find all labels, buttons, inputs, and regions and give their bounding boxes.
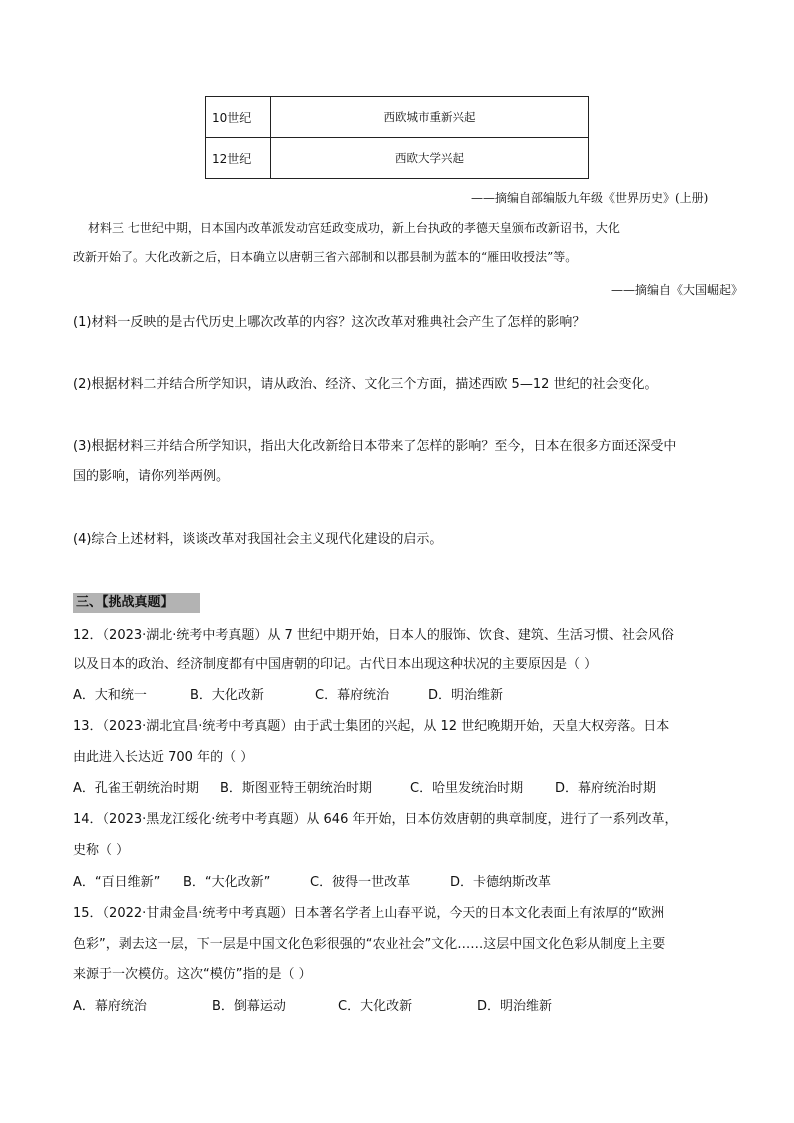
item-12-line1: 12．（2023·湖北·统考中考真题）从 7 世纪中期开始，日本人的服饰、饮食、建筑、生活习惯、社会风俗 [73,628,674,643]
item-13-line1: 13．（2023·湖北宜昌·统考中考真题）由于武士集团的兴起，从 12 世纪晚期开始，天皇大权旁落。日本 [73,719,670,734]
option-a: A．幕府统治 [73,999,147,1014]
item-15-line3: 来源于一次模仿。这次“模仿”指的是（ ） [73,967,312,982]
option-b: B．“大化改新” [183,875,271,890]
option-c: C．大化改新 [338,999,413,1014]
option-a: A．“百日维新” [73,875,161,890]
question-2: (2)根据材料二并结合所学知识，请从政治、经济、文化三个方面，描述西欧 5—12 世纪的社会变化。 [73,377,658,392]
option-d: D．明治维新 [477,999,553,1014]
event-cell: 西欧城市重新兴起 [271,97,589,138]
item-13-line2: 由此进入长达近 700 年的（ ） [73,750,254,765]
material3-source: ——摘编自《大国崛起》 [611,283,744,297]
material3-line2: 改新开始了。大化改新之后，日本确立以唐朝三省六部制和以郡县制为蓝本的“雁田收授法”等。 [73,250,578,264]
option-c: C．哈里发统治时期 [410,781,524,796]
option-a: A．孔雀王朝统治时期 [73,781,199,796]
century-cell: 10世纪 [206,97,271,138]
question-3-line1: (3)根据材料三并结合所学知识，指出大化改新给日本带来了怎样的影响？至今，日本在很多方面还深受中 [73,439,677,454]
table-row [206,138,589,179]
item-15-line1: 15．（2022·甘肃金昌·统考中考真题）日本著名学者上山春平说，今天的日本文化表面上有浓厚的“欧洲 [73,906,665,921]
option-b: B．大化改新 [190,688,264,703]
question-4: (4)综合上述材料，谈谈改革对我国社会主义现代化建设的启示。 [73,532,443,547]
option-c: C．幕府统治 [315,688,390,703]
option-c: C．彼得一世改革 [310,875,411,890]
table-row [206,97,589,138]
item-12-line2: 以及日本的政治、经济制度都有中国唐朝的印记。古代日本出现这种状况的主要原因是（ ） [73,657,598,672]
option-d: D．幕府统治时期 [555,781,657,796]
item-14-line2: 史称（ ） [73,843,130,858]
material2-source: ——摘编自部编版九年级《世界历史》(上册) [471,191,709,205]
question-1: (1)材料一反映的是古代历史上哪次改革的内容？这次改革对雅典社会产生了怎样的影响？ [73,315,586,330]
century-cell: 12世纪 [206,138,271,179]
option-b: B．斯图亚特王朝统治时期 [220,781,372,796]
event-cell: 西欧大学兴起 [271,138,589,179]
option-b: B．倒幕运动 [212,999,286,1014]
material-table [205,96,589,179]
option-d: D．明治维新 [428,688,504,703]
item-14-line1: 14．（2023·黑龙江绥化·统考中考真题）从 646 年开始，日本仿效唐朝的典章制度，进行了一系列改革， [73,812,678,827]
material3-line1: 材料三 七世纪中期，日本国内改革派发动宫廷政变成功，新上台执政的孝德天皇颁布改新诏书，大化 [88,221,620,235]
option-a: A．大和统一 [73,688,147,703]
question-3-line2: 国的影响，请你列举两例。 [73,469,230,484]
option-d: D．卡德纳斯改革 [450,875,552,890]
item-15-line2: 色彩”，剥去这一层，下一层是中国文化色彩很强的“农业社会”文化……这层中国文化色彩从制度上主要 [73,937,666,952]
section-title: 三、【挑战真题】 [73,593,200,613]
